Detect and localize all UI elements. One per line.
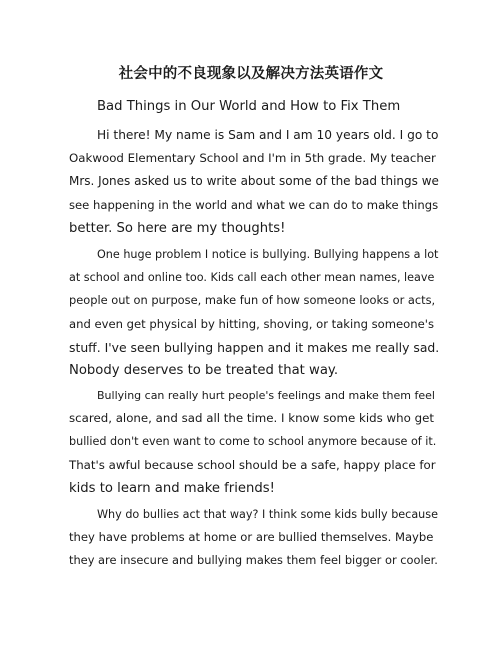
paragraph-1: [69, 124, 439, 240]
paragraph-line: see happening in the world and what we can do to make things: [69, 197, 439, 212]
essay-heading: Bad Things in Our World and How to Fix Them: [97, 99, 401, 114]
paragraph-line: stuff. I've seen bullying happen and it makes me really sad.: [69, 339, 440, 355]
paragraph-line: Why do bullies act that way? I think some kids bully because: [97, 508, 438, 521]
paragraph-line: That's awful because school should be a safe, happy place for: [69, 457, 436, 472]
paragraph-4: [69, 503, 439, 573]
paragraph-line: Mrs. Jones asked us to write about some of the bad things we: [69, 174, 439, 189]
paragraph-line: kids to learn and make friends!: [69, 480, 275, 496]
paragraph-line: One huge problem I notice is bullying. Bullying happens a lot: [97, 248, 439, 261]
paragraph-line: Nobody deserves to be treated that way.: [69, 362, 339, 378]
document-title: 社会中的不良现象以及解决方法英语作文: [118, 66, 384, 82]
paragraph-line: Hi there! My name is Sam and I am 10 years old. I go to: [97, 128, 439, 142]
paragraph-line: they are insecure and bullying makes them feel bigger or cooler.: [69, 553, 438, 568]
paragraph-line: Bullying can really hurt people's feelings and make them feel: [97, 389, 435, 402]
paragraph-line: people out on purpose, make fun of how someone looks or acts,: [69, 293, 436, 308]
paragraph-3: [69, 384, 439, 500]
paragraph-line: better. So here are my thoughts!: [69, 220, 286, 236]
paragraph-line: and even get physical by hitting, shoving, or taking someone's: [69, 316, 434, 331]
paragraph-line: Oakwood Elementary School and I'm in 5th grade. My teacher: [69, 151, 436, 166]
paragraph-line: at school and online too. Kids call each other mean names, leave: [69, 271, 435, 285]
paragraph-2: [69, 243, 439, 382]
paragraph-line: scared, alone, and sad all the time. I know some kids who get: [69, 411, 434, 426]
paragraph-line: bullied don't even want to come to school anymore because of it.: [69, 435, 437, 449]
paragraph-line: they have problems at home or are bullied themselves. Maybe: [69, 530, 434, 545]
